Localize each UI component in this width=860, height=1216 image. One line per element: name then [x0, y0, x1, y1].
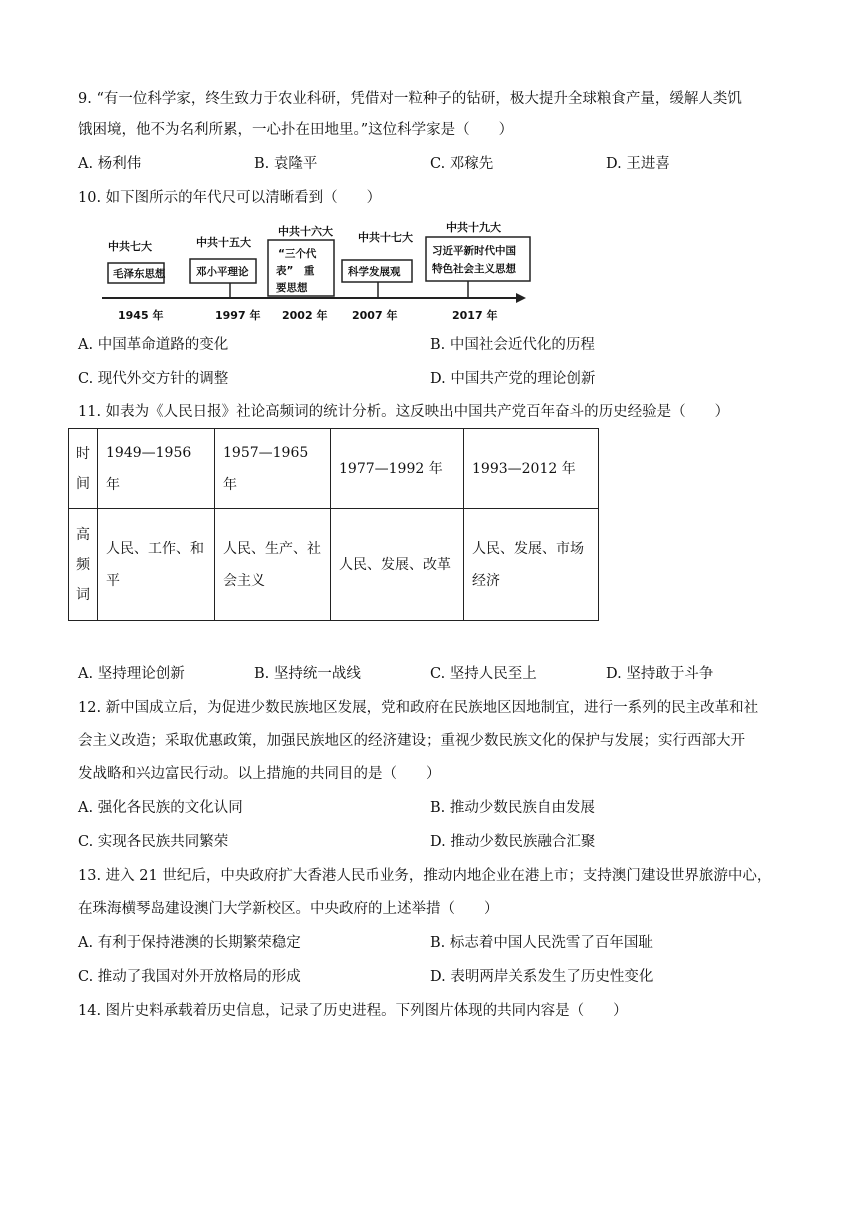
q11-option-d[interactable]: D. 坚持敢于斗争	[606, 666, 714, 682]
q13-option-b[interactable]: B. 标志着中国人民洗雪了百年国耻	[430, 935, 653, 951]
q13-stem-line1: 13. 进入 21 世纪后，中央政府扩大香港人民币业务，推动内地企业在港上市；支持澳门建设世界旅游中心，	[78, 868, 772, 884]
q12-option-c[interactable]: C. 实现各民族共同繁荣	[78, 834, 229, 850]
q11-option-b[interactable]: B. 坚持统一战线	[254, 666, 361, 682]
table-words-3	[331, 509, 464, 621]
timeline-theory-3-line3: 要思想	[276, 282, 308, 294]
table-row-keywords	[69, 509, 599, 621]
table-header-time	[69, 429, 98, 509]
table-header-keywords-char2: 频	[76, 556, 90, 573]
timeline-theory-5-line1: 习近平新时代中国	[432, 245, 516, 257]
table-period-1: 1949—1956 年	[98, 429, 215, 509]
table-words-1-line1: 人民、工作、和	[106, 540, 204, 557]
table-header-time-char1: 时	[76, 445, 90, 462]
table-header-keywords-char1: 高	[76, 526, 90, 543]
party-theory-timeline	[98, 218, 532, 326]
q12-option-d[interactable]: D. 推动少数民族融合汇聚	[430, 834, 596, 850]
timeline-arrow	[516, 293, 526, 303]
q12-stem-line1: 12. 新中国成立后，为促进少数民族地区发展，党和政府在民族地区因地制宜，进行一系列的民主改革和社	[78, 700, 759, 716]
timeline-theory-1: 毛泽东思想	[113, 268, 166, 280]
timeline-theory-3-line1: “三个代	[278, 248, 317, 260]
timeline-congress-5: 中共十九大	[446, 221, 501, 234]
timeline-congress-2: 中共十五大	[196, 236, 251, 249]
q14-stem: 14. 图片史料承载着历史信息，记录了历史进程。下列图片体现的共同内容是（ ）	[78, 1003, 628, 1019]
timeline-year-3: 2002 年	[282, 309, 328, 322]
table-header-keywords-char3: 词	[76, 586, 90, 603]
table-header-keywords	[69, 509, 98, 621]
timeline-congress-1: 中共七大	[108, 240, 152, 253]
q13-stem-line2: 在珠海横琴岛建设澳门大学新校区。中央政府的上述举措（ ）	[78, 901, 499, 917]
q9-option-c[interactable]: C. 邓稼先	[430, 156, 494, 172]
q13-option-c[interactable]: C. 推动了我国对外开放格局的形成	[78, 969, 301, 985]
q9-stem-line1: 9. “有一位科学家，终生致力于农业科研，凭借对一粒种子的钻研，极大提升全球粮食产量，缓解人类饥	[78, 91, 742, 107]
timeline-year-2: 1997 年	[215, 309, 261, 322]
timeline-theory-4: 科学发展观	[348, 266, 401, 278]
q11-option-a[interactable]: A. 坚持理论创新	[78, 666, 185, 682]
timeline-year-5: 2017 年	[452, 309, 498, 322]
q10-option-c[interactable]: C. 现代外交方针的调整	[78, 371, 229, 387]
table-period-3: 1977—1992 年	[331, 429, 464, 509]
q13-option-a[interactable]: A. 有利于保持港澳的长期繁荣稳定	[78, 935, 301, 951]
q12-option-a[interactable]: A. 强化各民族的文化认同	[78, 800, 243, 816]
q12-stem-line2: 会主义改造；采取优惠政策，加强民族地区的经济建设；重视少数民族文化的保护与发展；实行西部大开	[78, 733, 745, 749]
table-words-1-line2: 平	[106, 572, 120, 589]
q11-stem: 11. 如表为《人民日报》社论高频词的统计分析。这反映出中国共产党百年奋斗的历史经验是（ ）	[78, 404, 730, 420]
q9-option-b[interactable]: B. 袁隆平	[254, 156, 318, 172]
table-words-2-line1: 人民、生产、社	[223, 540, 321, 557]
q10-stem: 10. 如下图所示的年代尺可以清晰看到（ ）	[78, 190, 382, 206]
q10-option-a[interactable]: A. 中国革命道路的变化	[78, 337, 229, 353]
table-words-4-line1: 人民、发展、市场	[472, 540, 584, 557]
table-header-time-char2: 间	[76, 475, 90, 492]
q10-option-d[interactable]: D. 中国共产党的理论创新	[430, 371, 596, 387]
q12-stem-line3: 发战略和兴边富民行动。以上措施的共同目的是（ ）	[78, 766, 441, 782]
timeline-congress-3: 中共十六大	[278, 225, 333, 238]
table-words-1	[98, 509, 215, 621]
timeline-theory-2: 邓小平理论	[196, 266, 249, 278]
table-period-4: 1993—2012 年	[464, 429, 599, 509]
timeline-year-4: 2007 年	[352, 309, 398, 322]
q12-option-b[interactable]: B. 推动少数民族自由发展	[430, 800, 595, 816]
table-words-2	[215, 509, 331, 621]
q13-option-d[interactable]: D. 表明两岸关系发生了历史性变化	[430, 969, 654, 985]
table-period-2: 1957—1965 年	[215, 429, 331, 509]
table-row-period	[69, 429, 599, 509]
table-words-3-line1: 人民、发展、改革	[339, 556, 451, 573]
q9-stem-line2: 饿困境，他不为名利所累，一心扑在田地里。”这位科学家是（ ）	[78, 122, 514, 138]
q9-option-d[interactable]: D. 王进喜	[606, 156, 670, 172]
timeline-theory-5-line2: 特色社会主义思想	[432, 263, 516, 275]
q11-option-c[interactable]: C. 坚持人民至上	[430, 666, 537, 682]
table-words-2-line2: 会主义	[223, 572, 265, 589]
table-words-4	[464, 509, 599, 621]
table-words-4-line2: 经济	[472, 572, 500, 589]
q10-option-b[interactable]: B. 中国社会近代化的历程	[430, 337, 595, 353]
timeline-year-1: 1945 年	[118, 309, 164, 322]
q11-keyword-table	[68, 428, 599, 621]
q9-option-a[interactable]: A. 杨利伟	[78, 156, 142, 172]
timeline-theory-3-line2: 表” 重	[276, 265, 315, 277]
timeline-congress-4: 中共十七大	[358, 231, 413, 244]
